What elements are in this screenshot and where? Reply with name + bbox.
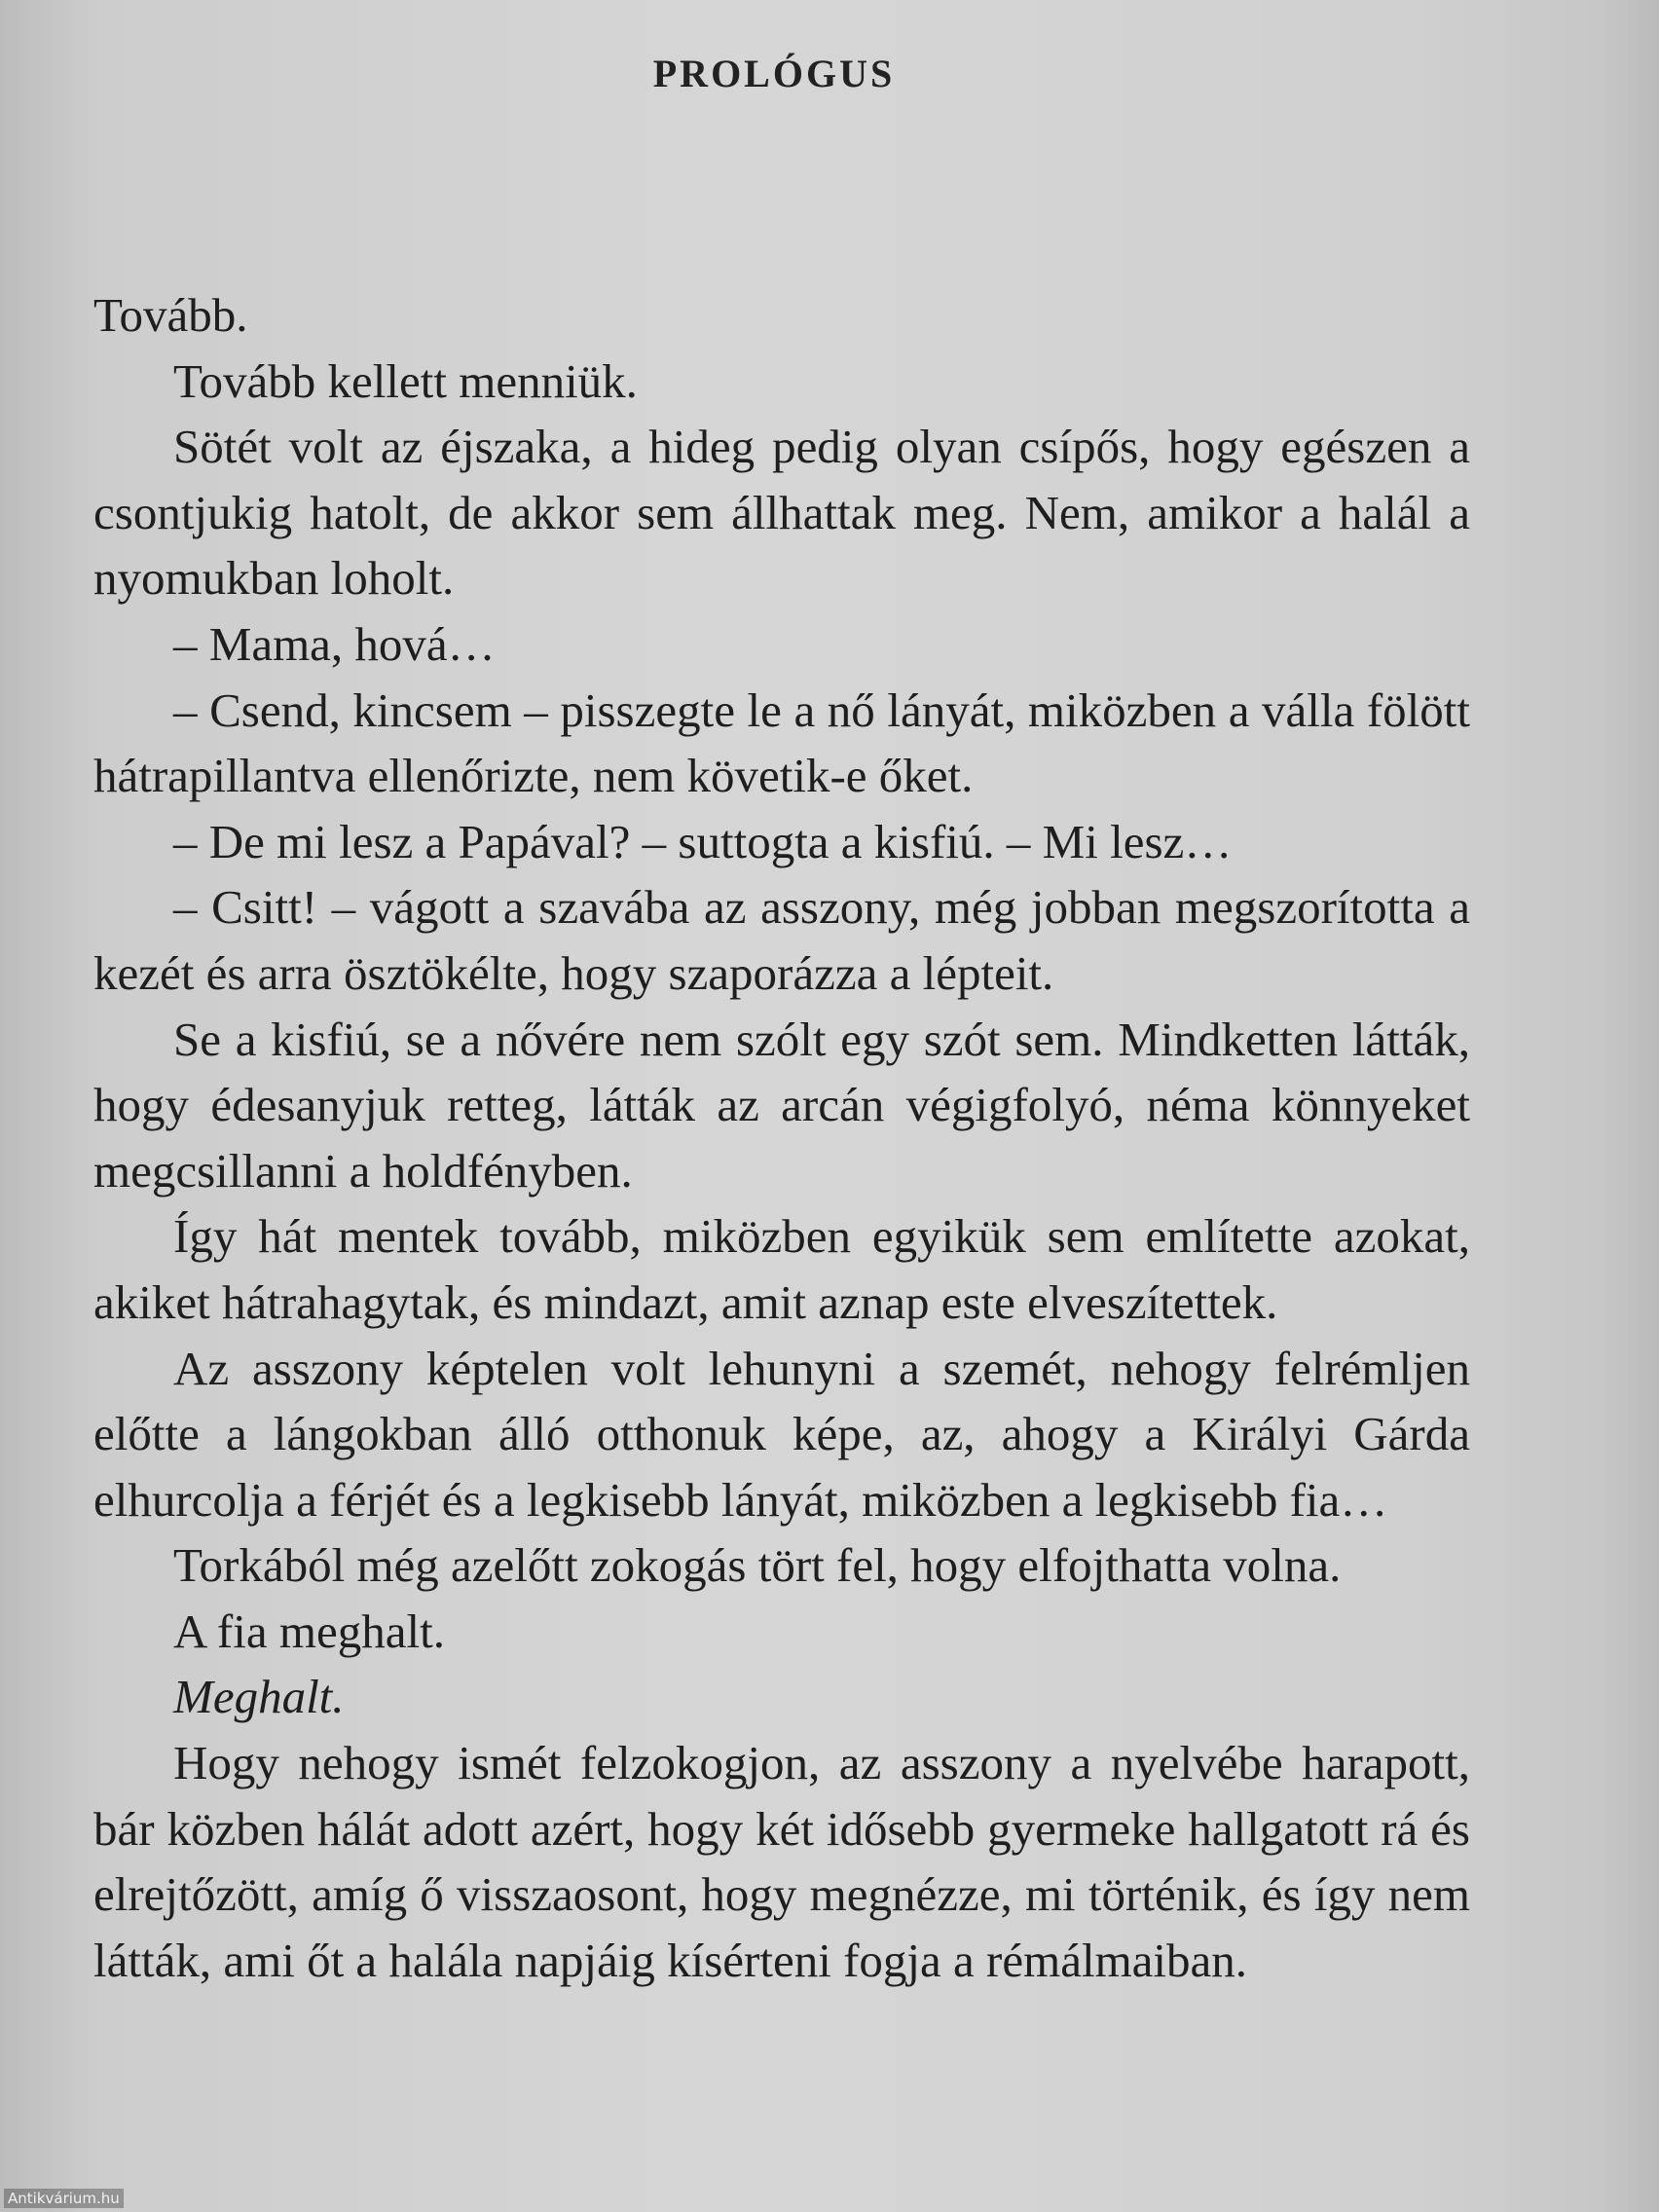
dialogue-line: – Mama, hová… xyxy=(173,616,496,671)
paragraph: Tovább. xyxy=(93,288,248,342)
page-edge-shadow xyxy=(1601,0,1659,2212)
dialogue-line: – De mi lesz a Papával? – suttogta a kisfiú. – Mi lesz… xyxy=(173,814,1233,868)
paragraph: Torkából még azelőtt zokogás tört fel, hogy elfojthatta volna. xyxy=(173,1538,1342,1593)
dialogue-line: – Csitt! – vágott a szavába az asszony, még jobban megszorította a kezét és arra ösztökélte, hogy szaporázza a lépteit. xyxy=(93,880,1470,1000)
body-text xyxy=(93,282,1470,1993)
watermark: Antikvárium.hu xyxy=(4,2189,124,2208)
paragraph: Sötét volt az éjszaka, a hideg pedig olyan csípős, hogy egészen a csontjukig hatolt, de akkor sem állhattak meg. Nem, amikor a halál a nyomukban loholt. xyxy=(93,420,1470,606)
paragraph: Hogy nehogy ismét felzokogjon, az asszony a nyelvébe harapott, bár közben hálát adott azért, hogy két idősebb gyermeke hallgatott rá és elrejtőzött, amíg ő visszaosont, hogy megnézze, mi történik, és így nem látták, ami őt a halála napjáig kísérteni fogja a rémálmaiban. xyxy=(93,1736,1470,1987)
dialogue-line: – Csend, kincsem – pisszegte le a nő lányát, miközben a válla fölött hátrapillantva ellenőrizte, nem követik-e őket. xyxy=(93,682,1470,803)
paragraph: Az asszony képtelen volt lehunyni a szemét, nehogy felrémljen előtte a lángokban álló otthonuk képe, az, ahogy a Királyi Gárda elhurcolja a férjét és a legkisebb lányát, miközben a legkisebb fia… xyxy=(93,1341,1470,1527)
chapter-heading: PROLÓGUS xyxy=(652,52,896,95)
italic-paragraph: Meghalt. xyxy=(173,1670,345,1724)
paragraph: Se a kisfiú, se a nővére nem szólt egy szót sem. Mindketten látták, hogy édesanyjuk retteg, látták az arcán végigfolyó, néma könnyeket megcsillanni a holdfényben. xyxy=(93,1012,1470,1198)
paragraph: A fia meghalt. xyxy=(173,1604,445,1658)
paragraph: Tovább kellett menniük. xyxy=(173,353,638,408)
paragraph: Így hát mentek tovább, miközben egyikük sem említette azokat, akiket hátrahagytak, és mindazt, amit aznap este elveszítettek. xyxy=(93,1209,1470,1329)
